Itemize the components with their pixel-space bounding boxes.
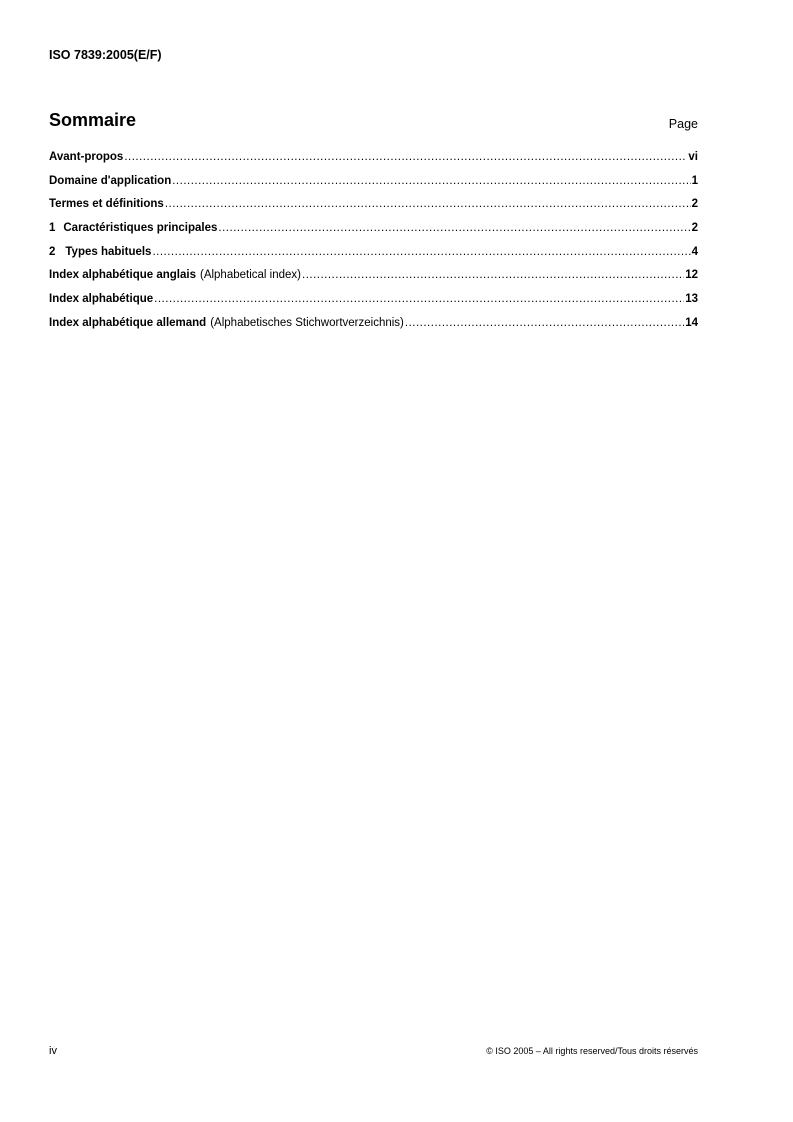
toc-entry-caracteristiques-principales[interactable] [49, 222, 698, 246]
toc-dot-leader [154, 293, 684, 305]
toc-dot-leader [124, 151, 687, 163]
toc-dot-leader [218, 222, 690, 234]
toc-dot-leader [302, 269, 684, 281]
toc-entry-title: Index alphabétique anglais [49, 269, 196, 282]
toc-page-column-label: Page [668, 117, 698, 131]
toc-entry-index-allemand[interactable] [49, 317, 698, 341]
toc-dot-leader [165, 198, 691, 210]
toc-entry-page: vi [688, 151, 698, 163]
toc-entry-number: 1 [49, 222, 56, 235]
toc-entry-subtitle: (Alphabetical index) [199, 269, 301, 282]
footer-copyright: © ISO 2005 – All rights reserved/Tous droits réservés [486, 1046, 698, 1056]
toc-dot-leader [152, 246, 690, 258]
toc-entry-page: 2 [691, 198, 698, 211]
toc-title: Sommaire [49, 110, 137, 130]
toc-entry-title: Termes et définitions [49, 198, 164, 211]
toc-dot-leader [172, 175, 690, 187]
toc-entry-page: 13 [685, 293, 698, 306]
document-id: ISO 7839:2005(E/F) [49, 48, 162, 62]
toc-entry-page: 2 [691, 222, 698, 235]
toc-entry-page: 1 [691, 174, 698, 187]
toc-entry-avant-propos[interactable] [49, 151, 698, 175]
toc-dot-leader [405, 317, 684, 329]
footer-page-number: iv [49, 1045, 57, 1057]
toc-header [49, 110, 698, 136]
toc-entry-page: 4 [691, 245, 698, 258]
toc-entry-title: Avant-propos [49, 151, 124, 163]
toc-entry-title: Types habituels [65, 245, 152, 258]
toc-entry-number: 2 [49, 245, 56, 258]
toc-entry-page: 12 [685, 269, 698, 282]
toc-entry-page: 14 [685, 316, 698, 329]
toc-entry-index-anglais[interactable] [49, 269, 698, 293]
page-footer [49, 1045, 698, 1061]
toc-entry-types-habituels[interactable] [49, 246, 698, 270]
toc-entry-title: Domaine d'application [49, 174, 172, 187]
table-of-contents [49, 151, 698, 341]
toc-entry-subtitle: (Alphabetisches Stichwortverzeichnis) [210, 316, 404, 329]
toc-entry-title: Index alphabétique allemand [49, 316, 207, 329]
toc-entry-title: Index alphabétique [49, 293, 154, 306]
toc-entry-title: Caractéristiques principales [63, 222, 218, 235]
toc-entry-termes-definitions[interactable] [49, 198, 698, 222]
toc-entry-domaine-application[interactable] [49, 175, 698, 199]
toc-entry-index-alphabetique[interactable] [49, 293, 698, 317]
